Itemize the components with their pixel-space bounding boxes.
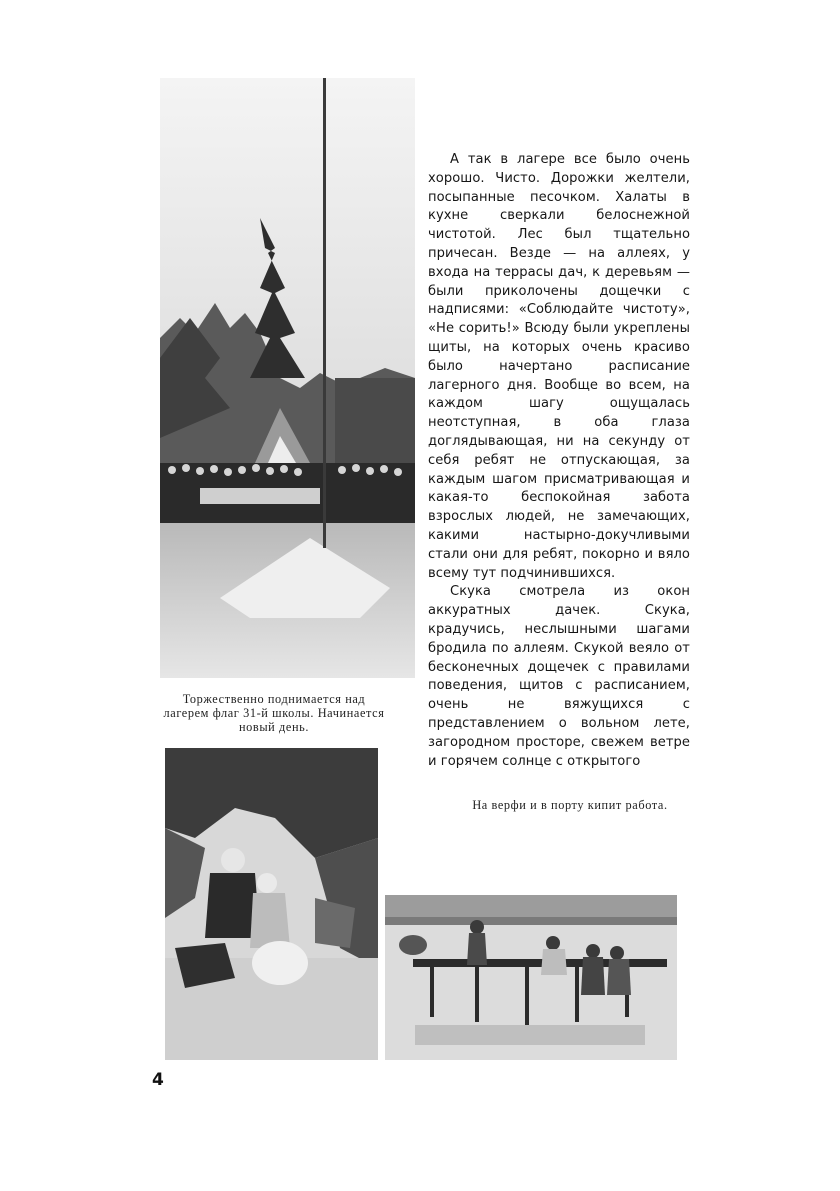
article-paragraph: Скука смотрела из окон аккуратных дачек. Скука, крадучись, неслышными шагами бродила по аллеям. Скукой веяло от бесконечных дощечек с правилами поведения, щитов с расписанием, очень не вяжущихся с представлением о вольном лете, загородном просторе, свежем ветре и горячем солнце с открытого <box>428 584 690 769</box>
shipyard-photo <box>385 895 677 1060</box>
article-paragraph: А так в лагере все было очень хорошо. Чисто. Дорожки желтели, посыпанные песочком. Халаты в кухне сверкали белоснежной чистотой. Лес был тщательно причесан. Везде — на аллеях, у входа на террасы дач, к деревьям — были приколочены дощечки с надписями: «Соблюдайте чистоту», «Не сорить!» Всюду были укреплены щиты, на которых очень красиво было начертано расписание лагерного дня. Вообще во всем, на каждом шагу ощущалась неотступная, в оба глаза доглядывающая, ни на секунду от себя ребят не отпускающая, за каждым шагом присматривающая и какая-то беспокойная забота взрослых людей, не замечающих, какими настырно-докучливыми стали они для ребят, покорно и вяло всему тут подчинившихся. <box>428 152 690 581</box>
page-number: 4 <box>152 1070 164 1090</box>
article-text <box>428 151 690 771</box>
boys-photo <box>165 748 378 1060</box>
flag-photo-caption: Торжественно поднимается над лагерем флаг 31-й школы. Начинается новый день. <box>163 692 385 734</box>
flag-raising-photo <box>160 78 415 678</box>
shipyard-photo-caption: На верфи и в порту кипит работа. <box>472 798 668 812</box>
